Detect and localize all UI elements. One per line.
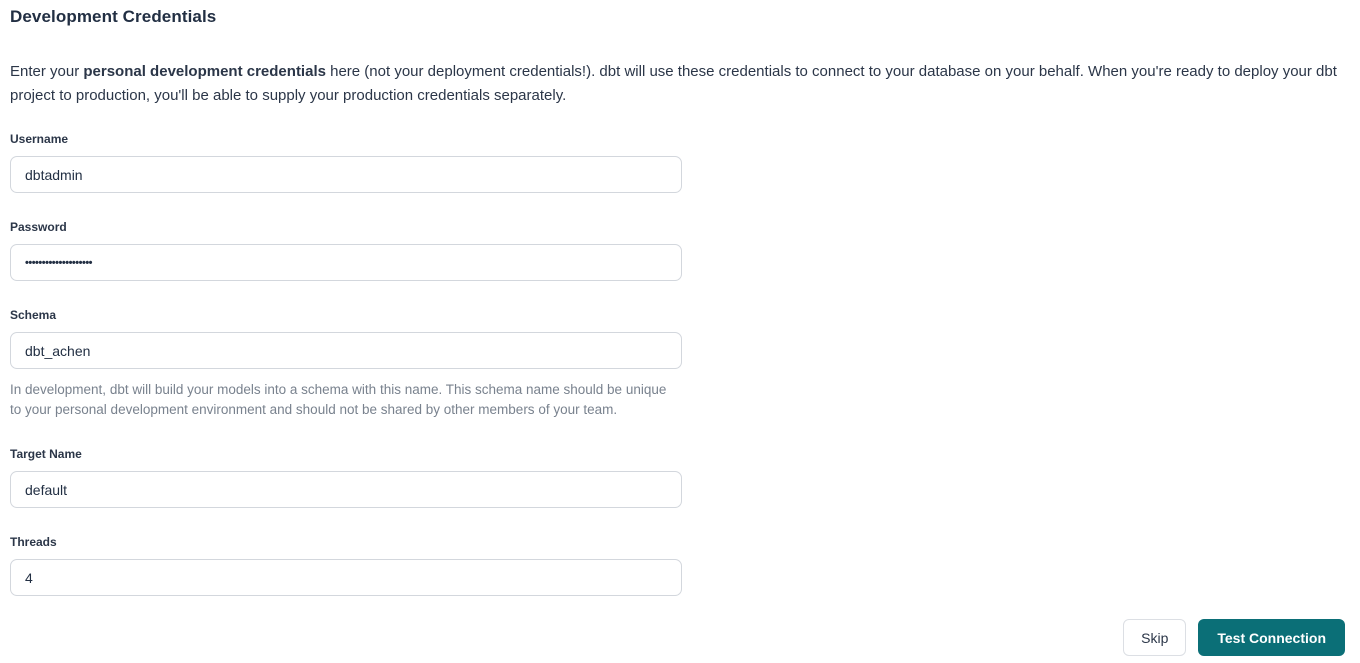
- intro-suffix: here (not your deployment credentials!). dbt will use these credentials to connect to your database on your behalf. When you're ready to deploy your dbt project to production, you'll be able to supply your production credentials separately.: [10, 63, 1337, 104]
- footer-actions: [1123, 619, 1345, 656]
- threads-input[interactable]: [10, 559, 682, 596]
- target-name-label: Target Name: [10, 447, 82, 461]
- target-name-input[interactable]: [10, 471, 682, 508]
- skip-button[interactable]: Skip: [1123, 619, 1186, 656]
- page-title: Development Credentials: [10, 7, 217, 26]
- threads-label: Threads: [10, 535, 57, 549]
- intro-prefix: Enter your: [10, 63, 84, 80]
- schema-input[interactable]: [10, 332, 682, 369]
- test-connection-button[interactable]: Test Connection: [1198, 619, 1345, 656]
- intro-paragraph: [10, 60, 1346, 108]
- password-input[interactable]: [10, 244, 682, 281]
- username-label: Username: [10, 132, 69, 146]
- username-input[interactable]: [10, 156, 682, 193]
- password-field-group: [10, 220, 682, 281]
- intro-bold: personal development credentials: [83, 63, 326, 80]
- credentials-form: [10, 132, 682, 596]
- schema-label: Schema: [10, 308, 57, 322]
- target-name-field-group: [10, 447, 682, 508]
- password-label: Password: [10, 220, 67, 234]
- schema-field-group: [10, 308, 682, 420]
- username-field-group: [10, 132, 682, 193]
- schema-help-text: In development, dbt will build your models into a schema with this name. This schema name should be unique to your personal development environment and should not be shared by other members of your team.: [10, 382, 667, 417]
- threads-field-group: [10, 535, 682, 596]
